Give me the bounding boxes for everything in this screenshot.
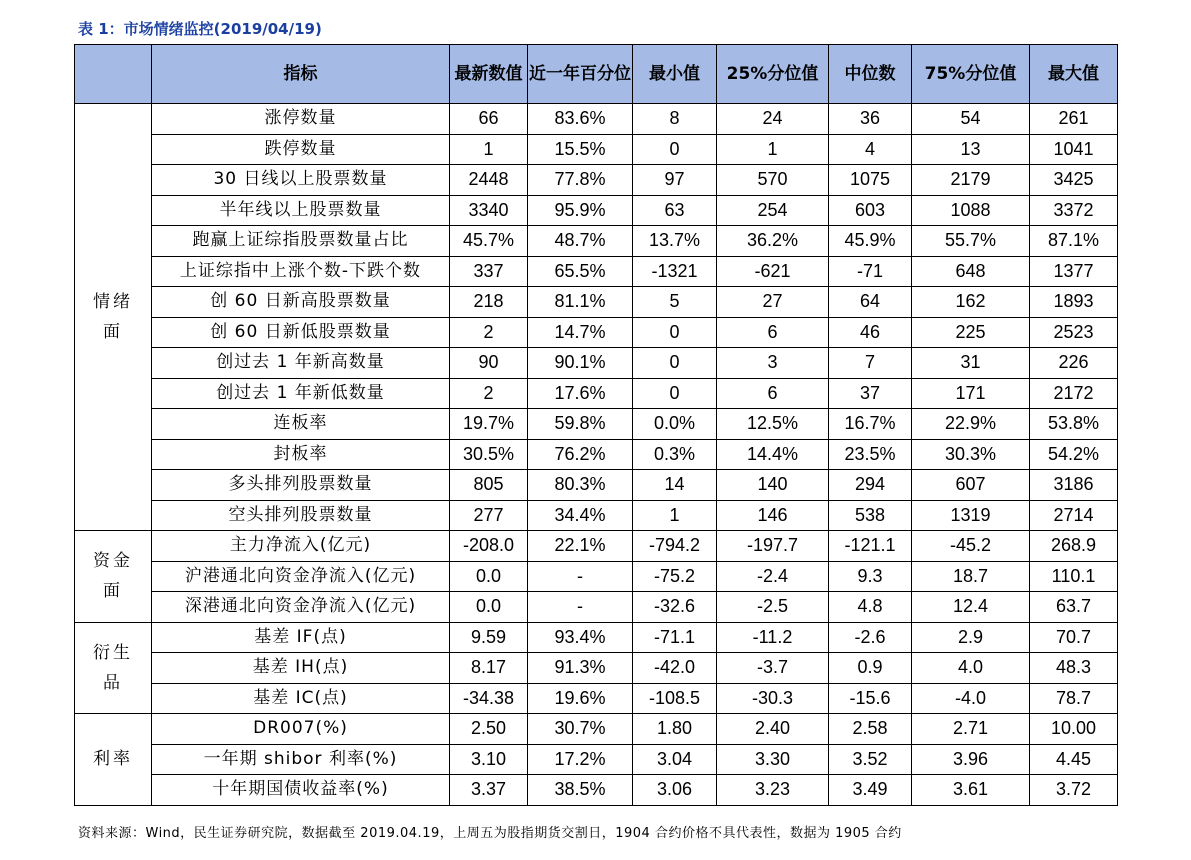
pct-1y-value: 90.1%: [528, 348, 633, 379]
latest-value: 9.59: [450, 622, 528, 653]
table-row: [75, 714, 1118, 745]
indicator-name: 一年期 shibor 利率(%): [152, 744, 450, 775]
pct-1y-value: 22.1%: [528, 531, 633, 562]
p25-value: 14.4%: [717, 439, 829, 470]
indicator-name: 创过去 1 年新低数量: [152, 378, 450, 409]
median-value: 46: [829, 317, 912, 348]
p25-value: 3: [717, 348, 829, 379]
median-value: -15.6: [829, 683, 912, 714]
p75-value: 607: [912, 470, 1030, 501]
max-value: 1377: [1030, 256, 1118, 287]
latest-value: 0.0: [450, 561, 528, 592]
table-row: [75, 653, 1118, 684]
max-value: 70.7: [1030, 622, 1118, 653]
p75-value: -4.0: [912, 683, 1030, 714]
median-value: 36: [829, 104, 912, 135]
p75-value: 648: [912, 256, 1030, 287]
max-value: 3372: [1030, 195, 1118, 226]
header-pct-1y: 近一年百分位: [528, 45, 633, 104]
min-value: -75.2: [633, 561, 717, 592]
indicator-name: 深港通北向资金净流入(亿元): [152, 592, 450, 623]
max-value: 4.45: [1030, 744, 1118, 775]
pct-1y-value: 34.4%: [528, 500, 633, 531]
latest-value: -34.38: [450, 683, 528, 714]
p25-value: -3.7: [717, 653, 829, 684]
header-p75: 75%分位值: [912, 45, 1030, 104]
latest-value: 3340: [450, 195, 528, 226]
table-row: [75, 683, 1118, 714]
p25-value: 12.5%: [717, 409, 829, 440]
p25-value: -11.2: [717, 622, 829, 653]
p75-value: 3.96: [912, 744, 1030, 775]
pct-1y-value: 19.6%: [528, 683, 633, 714]
median-value: 3.49: [829, 775, 912, 806]
table-row: [75, 500, 1118, 531]
max-value: 2172: [1030, 378, 1118, 409]
min-value: -794.2: [633, 531, 717, 562]
latest-value: 45.7%: [450, 226, 528, 257]
header-median: 中位数: [829, 45, 912, 104]
table-row: [75, 622, 1118, 653]
pct-1y-value: 59.8%: [528, 409, 633, 440]
p75-value: 2.71: [912, 714, 1030, 745]
table-body: [75, 104, 1118, 806]
pct-1y-value: 48.7%: [528, 226, 633, 257]
min-value: 0: [633, 378, 717, 409]
min-value: 1.80: [633, 714, 717, 745]
group-label: 利率: [75, 714, 152, 806]
median-value: 7: [829, 348, 912, 379]
pct-1y-value: 76.2%: [528, 439, 633, 470]
min-value: 97: [633, 165, 717, 196]
max-value: 268.9: [1030, 531, 1118, 562]
source-footnote: 资料来源：Wind，民生证券研究院，数据截至 2019.04.19，上周五为股指期货交割日，1904 合约价格不具代表性，数据为 1905 合约: [78, 826, 902, 841]
max-value: 3.72: [1030, 775, 1118, 806]
min-value: 3.06: [633, 775, 717, 806]
pct-1y-value: 38.5%: [528, 775, 633, 806]
header-min: 最小值: [633, 45, 717, 104]
table-row: [75, 134, 1118, 165]
p75-value: 3.61: [912, 775, 1030, 806]
header-indicator: 指标: [152, 45, 450, 104]
min-value: 13.7%: [633, 226, 717, 257]
min-value: 1: [633, 500, 717, 531]
group-label: 资金面: [75, 531, 152, 623]
p75-value: 4.0: [912, 653, 1030, 684]
table-row: [75, 409, 1118, 440]
p75-value: 13: [912, 134, 1030, 165]
median-value: 603: [829, 195, 912, 226]
min-value: 0: [633, 134, 717, 165]
latest-value: 2: [450, 378, 528, 409]
p25-value: -2.5: [717, 592, 829, 623]
indicator-name: 创过去 1 年新高数量: [152, 348, 450, 379]
median-value: -2.6: [829, 622, 912, 653]
indicator-name: 涨停数量: [152, 104, 450, 135]
indicator-name: 跌停数量: [152, 134, 450, 165]
p75-value: -45.2: [912, 531, 1030, 562]
p75-value: 2.9: [912, 622, 1030, 653]
p75-value: 171: [912, 378, 1030, 409]
median-value: 2.58: [829, 714, 912, 745]
table-row: [75, 531, 1118, 562]
indicator-name: 多头排列股票数量: [152, 470, 450, 501]
p25-value: 254: [717, 195, 829, 226]
p25-value: -621: [717, 256, 829, 287]
median-value: 0.9: [829, 653, 912, 684]
max-value: 53.8%: [1030, 409, 1118, 440]
min-value: 3.04: [633, 744, 717, 775]
table-row: [75, 226, 1118, 257]
indicator-name: 30 日线以上股票数量: [152, 165, 450, 196]
min-value: 8: [633, 104, 717, 135]
market-sentiment-table: [74, 44, 1118, 806]
min-value: 0.0%: [633, 409, 717, 440]
median-value: 294: [829, 470, 912, 501]
table-row: [75, 195, 1118, 226]
latest-value: 2: [450, 317, 528, 348]
table-header: [75, 45, 1118, 104]
table-row: [75, 317, 1118, 348]
median-value: 4.8: [829, 592, 912, 623]
p25-value: 36.2%: [717, 226, 829, 257]
p25-value: -197.7: [717, 531, 829, 562]
pct-1y-value: 81.1%: [528, 287, 633, 318]
indicator-name: 封板率: [152, 439, 450, 470]
table-row: [75, 439, 1118, 470]
median-value: 16.7%: [829, 409, 912, 440]
min-value: 0: [633, 348, 717, 379]
pct-1y-value: 17.2%: [528, 744, 633, 775]
max-value: 48.3: [1030, 653, 1118, 684]
max-value: 63.7: [1030, 592, 1118, 623]
pct-1y-value: 91.3%: [528, 653, 633, 684]
max-value: 10.00: [1030, 714, 1118, 745]
median-value: 64: [829, 287, 912, 318]
p75-value: 1319: [912, 500, 1030, 531]
latest-value: 90: [450, 348, 528, 379]
max-value: 78.7: [1030, 683, 1118, 714]
p25-value: 24: [717, 104, 829, 135]
max-value: 1893: [1030, 287, 1118, 318]
latest-value: 2.50: [450, 714, 528, 745]
indicator-name: 基差 IF(点): [152, 622, 450, 653]
latest-value: 3.10: [450, 744, 528, 775]
indicator-name: 连板率: [152, 409, 450, 440]
latest-value: 30.5%: [450, 439, 528, 470]
max-value: 54.2%: [1030, 439, 1118, 470]
median-value: 45.9%: [829, 226, 912, 257]
min-value: 14: [633, 470, 717, 501]
median-value: 1075: [829, 165, 912, 196]
max-value: 3425: [1030, 165, 1118, 196]
table-row: [75, 104, 1118, 135]
pct-1y-value: 17.6%: [528, 378, 633, 409]
table-row: [75, 256, 1118, 287]
max-value: 87.1%: [1030, 226, 1118, 257]
table-row: [75, 775, 1118, 806]
latest-value: 3.37: [450, 775, 528, 806]
min-value: -108.5: [633, 683, 717, 714]
median-value: -121.1: [829, 531, 912, 562]
min-value: 63: [633, 195, 717, 226]
latest-value: 218: [450, 287, 528, 318]
latest-value: 2448: [450, 165, 528, 196]
table-row: [75, 744, 1118, 775]
latest-value: 19.7%: [450, 409, 528, 440]
min-value: -32.6: [633, 592, 717, 623]
p25-value: 3.30: [717, 744, 829, 775]
median-value: 37: [829, 378, 912, 409]
indicator-name: 沪港通北向资金净流入(亿元): [152, 561, 450, 592]
header-p25: 25%分位值: [717, 45, 829, 104]
latest-value: 0.0: [450, 592, 528, 623]
min-value: -1321: [633, 256, 717, 287]
pct-1y-value: 65.5%: [528, 256, 633, 287]
pct-1y-value: 15.5%: [528, 134, 633, 165]
max-value: 261: [1030, 104, 1118, 135]
indicator-name: 基差 IH(点): [152, 653, 450, 684]
pct-1y-value: 14.7%: [528, 317, 633, 348]
p25-value: 27: [717, 287, 829, 318]
min-value: 5: [633, 287, 717, 318]
p25-value: -2.4: [717, 561, 829, 592]
indicator-name: 创 60 日新低股票数量: [152, 317, 450, 348]
p25-value: 1: [717, 134, 829, 165]
max-value: 226: [1030, 348, 1118, 379]
header-max: 最大值: [1030, 45, 1118, 104]
p75-value: 31: [912, 348, 1030, 379]
p25-value: 6: [717, 378, 829, 409]
pct-1y-value: -: [528, 561, 633, 592]
p75-value: 2179: [912, 165, 1030, 196]
p25-value: 2.40: [717, 714, 829, 745]
min-value: -71.1: [633, 622, 717, 653]
table-title: 表 1：市场情绪监控(2019/04/19): [78, 20, 322, 38]
pct-1y-value: 80.3%: [528, 470, 633, 501]
p75-value: 225: [912, 317, 1030, 348]
p25-value: 6: [717, 317, 829, 348]
median-value: 9.3: [829, 561, 912, 592]
max-value: 110.1: [1030, 561, 1118, 592]
group-label: 衍生品: [75, 622, 152, 714]
latest-value: 8.17: [450, 653, 528, 684]
latest-value: 805: [450, 470, 528, 501]
indicator-name: 主力净流入(亿元): [152, 531, 450, 562]
p25-value: 570: [717, 165, 829, 196]
p25-value: -30.3: [717, 683, 829, 714]
p75-value: 54: [912, 104, 1030, 135]
max-value: 1041: [1030, 134, 1118, 165]
latest-value: 277: [450, 500, 528, 531]
p75-value: 30.3%: [912, 439, 1030, 470]
indicator-name: 基差 IC(点): [152, 683, 450, 714]
table-row: [75, 470, 1118, 501]
median-value: -71: [829, 256, 912, 287]
indicator-name: 空头排列股票数量: [152, 500, 450, 531]
pct-1y-value: 30.7%: [528, 714, 633, 745]
p75-value: 162: [912, 287, 1030, 318]
median-value: 3.52: [829, 744, 912, 775]
p75-value: 18.7: [912, 561, 1030, 592]
pct-1y-value: 83.6%: [528, 104, 633, 135]
indicator-name: DR007(%): [152, 714, 450, 745]
indicator-name: 跑赢上证综指股票数量占比: [152, 226, 450, 257]
indicator-name: 半年线以上股票数量: [152, 195, 450, 226]
table-row: [75, 592, 1118, 623]
latest-value: 337: [450, 256, 528, 287]
pct-1y-value: 95.9%: [528, 195, 633, 226]
median-value: 23.5%: [829, 439, 912, 470]
group-label: 情绪面: [75, 104, 152, 531]
max-value: 3186: [1030, 470, 1118, 501]
pct-1y-value: 77.8%: [528, 165, 633, 196]
p75-value: 1088: [912, 195, 1030, 226]
min-value: 0: [633, 317, 717, 348]
indicator-name: 上证综指中上涨个数-下跌个数: [152, 256, 450, 287]
p75-value: 55.7%: [912, 226, 1030, 257]
latest-value: -208.0: [450, 531, 528, 562]
header-latest: 最新数值: [450, 45, 528, 104]
max-value: 2523: [1030, 317, 1118, 348]
indicator-name: 十年期国债收益率(%): [152, 775, 450, 806]
p25-value: 140: [717, 470, 829, 501]
latest-value: 1: [450, 134, 528, 165]
median-value: 538: [829, 500, 912, 531]
p75-value: 12.4: [912, 592, 1030, 623]
min-value: 0.3%: [633, 439, 717, 470]
p75-value: 22.9%: [912, 409, 1030, 440]
min-value: -42.0: [633, 653, 717, 684]
median-value: 4: [829, 134, 912, 165]
header-row: [75, 45, 1118, 104]
latest-value: 66: [450, 104, 528, 135]
table-row: [75, 287, 1118, 318]
p25-value: 146: [717, 500, 829, 531]
max-value: 2714: [1030, 500, 1118, 531]
table-row: [75, 378, 1118, 409]
pct-1y-value: 93.4%: [528, 622, 633, 653]
indicator-name: 创 60 日新高股票数量: [152, 287, 450, 318]
table-row: [75, 165, 1118, 196]
p25-value: 3.23: [717, 775, 829, 806]
header-group: [75, 45, 152, 104]
pct-1y-value: -: [528, 592, 633, 623]
table-row: [75, 348, 1118, 379]
table-row: [75, 561, 1118, 592]
